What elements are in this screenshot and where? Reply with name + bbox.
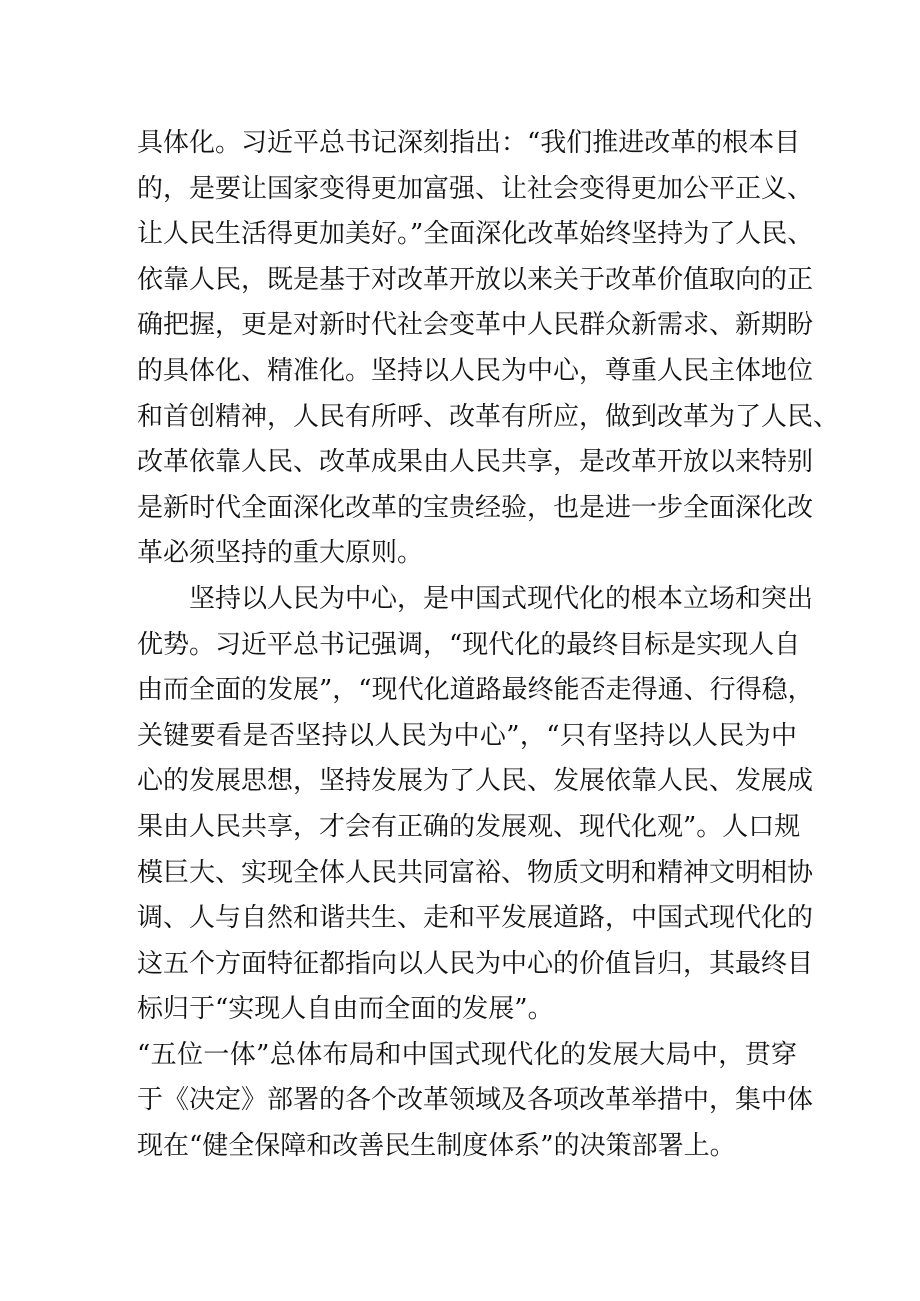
- text-line: 和首创精神，人民有所呼、改革有所应，做到改革为了人民、: [137, 401, 840, 432]
- text-line: 调、人与自然和谐共生、走和平发展道路，中国式现代化的: [137, 903, 814, 934]
- paragraph-end-line: 标归于“实现人自由而全面的发展”。: [137, 994, 554, 1025]
- text-line: 的，是要让国家变得更加富强、让社会变得更加公平正义、: [137, 173, 814, 204]
- text-line: 具体化。习近平总书记深刻指出：“我们推进改革的根本目: [137, 128, 801, 158]
- text-line: 的具体化、精准化。坚持以人民为中心，尊重人民主体地位: [137, 355, 814, 386]
- text-line: 果由人民共享，才会有正确的发展观、现代化观”。人口规: [137, 811, 801, 842]
- text-line: 改革依靠人民、改革成果由人民共享，是改革开放以来特别: [137, 447, 814, 478]
- text-line: 这五个方面特征都指向以人民为中心的价值旨归，其最终目: [137, 948, 814, 979]
- text-line: 依靠人民，既是基于对改革开放以来关于改革价值取向的正: [137, 264, 814, 295]
- text-line: 是新时代全面深化改革的宝贵经验，也是进一步全面深化改: [137, 492, 814, 523]
- paragraph-end-line: 现在“健全保障和改善民生制度体系”的决策部署上。: [137, 1131, 736, 1162]
- text-line: “五位一体”总体布局和中国式现代化的发展大局中，贯穿: [137, 1039, 797, 1070]
- paragraph-end-line: 革必须坚持的重大原则。: [137, 538, 424, 569]
- text-line: 于《决定》部署的各个改革领域及各项改革举措中，集中体: [137, 1085, 814, 1116]
- text-line: 让人民生活得更加美好。”全面深化改革始终坚持为了人民、: [137, 219, 814, 250]
- text-line: 由而全面的发展”，“现代化道路最终能否走得通、行得稳，: [137, 675, 814, 706]
- text-line: 模巨大、实现全体人民共同富裕、物质文明和精神文明相协: [137, 857, 814, 888]
- text-line: 关键要看是否坚持以人民为中心”，“只有坚持以人民为中: [137, 720, 797, 751]
- text-line: 优势。习近平总书记强调，“现代化的最终目标是实现人自: [137, 629, 801, 660]
- paragraph-first-line: 坚持以人民为中心，是中国式现代化的根本立场和突出: [189, 583, 814, 614]
- body-text: [137, 121, 840, 1170]
- text-line: 确把握，更是对新时代社会变革中人民群众新需求、新期盼: [137, 310, 814, 341]
- text-line: 心的发展思想，坚持发展为了人民、发展依靠人民、发展成: [137, 766, 814, 797]
